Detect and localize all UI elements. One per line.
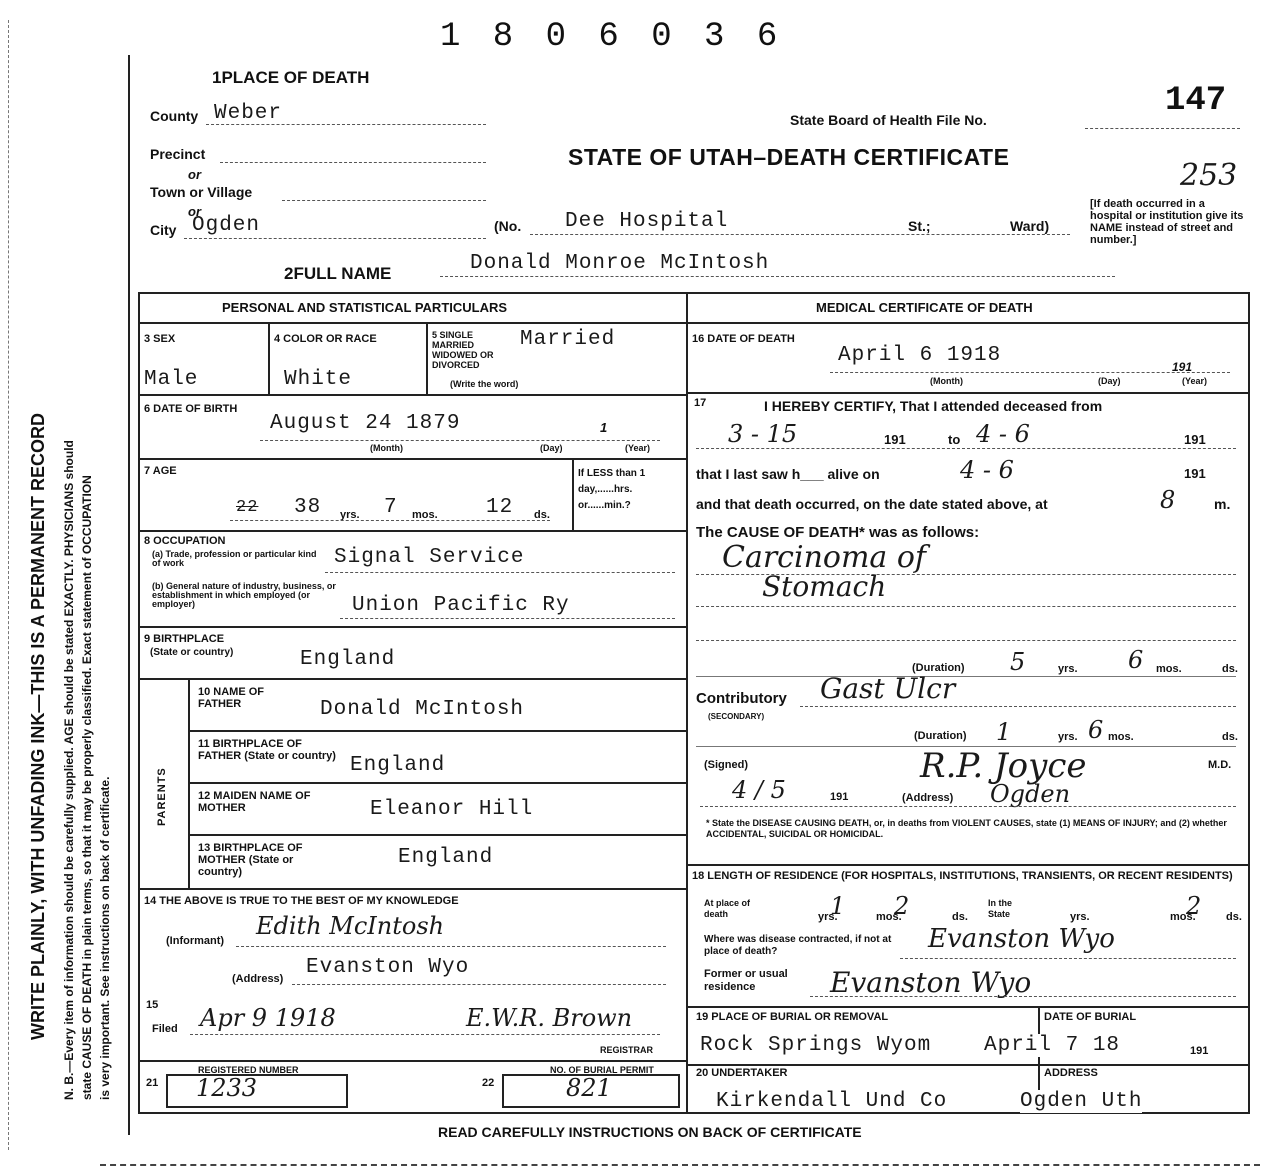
age-mos-label: mos. [412, 509, 438, 521]
residence-months: 2 [894, 892, 910, 920]
grid-row-bp [138, 678, 686, 680]
city-label: City [150, 222, 177, 238]
dob-line [260, 440, 660, 441]
mother-birthplace-label: 13 BIRTHPLACE OF MOTHER (State or country) [198, 842, 303, 878]
signed-year: 191 [830, 791, 849, 803]
sidebar-rule [128, 55, 130, 1135]
signed-line [700, 806, 1236, 807]
duration-2-years: 1 [996, 718, 1012, 746]
dob-year-value: 1 [600, 420, 608, 435]
burial-place-value: Rock Springs Wyom [700, 1034, 932, 1057]
or-2: or [188, 204, 201, 219]
former-line [810, 996, 1236, 997]
burial-place-label: 19 PLACE OF BURIAL OR REMOVAL [696, 1011, 889, 1023]
burial-permit-prefix: 22 [482, 1077, 495, 1089]
place-of-death-heading: 1PLACE OF DEATH [212, 68, 370, 87]
signed-date: 4 / 5 [732, 776, 786, 804]
grid-row-father-bp [188, 782, 686, 784]
footer-dash [100, 1164, 1260, 1166]
duration-2-months: 6 [1088, 716, 1104, 744]
dob-year-label: (Year) [625, 443, 651, 453]
filed-label: Filed [152, 1023, 178, 1035]
burial-year-print: 191 [1190, 1045, 1209, 1057]
residence-yrs-label: yrs. [818, 911, 838, 923]
residence-mos-label: mos. [876, 911, 902, 923]
sex-label: 3 SEX [144, 333, 176, 345]
undertaker-label: 20 UNDERTAKER [696, 1067, 788, 1079]
occupation-label: 8 OCCUPATION [144, 535, 226, 547]
less-than-note: If LESS than 1 day,......hrs. or......min.? [578, 468, 646, 511]
occupation-a-line [325, 572, 675, 573]
grid-row-death-date [686, 392, 1248, 394]
contributory-label: Contributory [696, 690, 787, 707]
duration-2-yrs-label: yrs. [1058, 731, 1078, 743]
cause-line-c [696, 640, 1236, 641]
duration-1-rule [696, 676, 1236, 677]
date-day-label: (Day) [1098, 376, 1121, 386]
full-name-line [440, 276, 1115, 277]
duration-1-years: 5 [1010, 648, 1026, 676]
occupation-a-label: (a) Trade, profession or particular kind of work [152, 549, 317, 568]
full-name-label: 2FULL NAME [284, 264, 392, 283]
residence-years: 1 [830, 892, 846, 920]
date-of-death-label: 16 DATE OF DEATH [692, 333, 795, 345]
occurred-text: and that death occurred, on the date stated above, at [696, 496, 1048, 512]
contracted-label: Where was disease contracted, if not at place of death? [704, 934, 892, 957]
burial-permit-label: NO. OF BURIAL PERMIT [550, 1065, 654, 1075]
duration-1-months: 6 [1128, 646, 1144, 674]
item-17: 17 [694, 397, 707, 409]
grid-row-medical-end [686, 864, 1248, 866]
former-residence-value: Evanston Wyo [830, 966, 1032, 999]
sex-value: Male [144, 368, 199, 391]
birthplace-label: 9 BIRTHPLACE [144, 633, 225, 645]
attend-to-year: 191 [1184, 432, 1206, 447]
serial-number: 1 8 0 6 0 3 6 [440, 18, 784, 56]
hospital-note: [If death occurred in a hospital or institution give its NAME instead of street and number.] [1090, 198, 1244, 246]
duration-label-1: (Duration) [912, 662, 965, 674]
grid-age-col [572, 458, 574, 530]
cause-line-1: Carcinoma of [722, 540, 926, 575]
grid-row-sex [138, 394, 686, 396]
burial-permit-value: 821 [566, 1074, 612, 1102]
cause-footnote: * State the DISEASE CAUSING DEATH, or, in deaths from VIOLENT CAUSES, state (1) MEANS OF INJURY; and (2) whether ACCIDENTAL, SUICIDAL OR HOMICIDAL. [706, 818, 1227, 839]
grid-row-occ [138, 626, 686, 628]
dob-month-label: (Month) [370, 443, 403, 453]
age-days: 12 [486, 496, 514, 519]
registrar-label: REGISTRAR [600, 1045, 654, 1055]
contracted-line [900, 958, 1236, 959]
informant-address-value: Evanston Wyo [306, 956, 470, 979]
birthplace-value: England [300, 648, 396, 671]
precinct-line [220, 162, 486, 163]
cause-line-a [696, 574, 1236, 575]
physician-signature: R.P. Joyce [920, 746, 1087, 786]
attend-to-label: to [948, 432, 961, 447]
grid-right [1248, 292, 1250, 1112]
informant-signature: Edith McIntosh [256, 912, 445, 940]
father-name-label: 10 NAME OF FATHER [198, 686, 265, 710]
duration-2-mos-label: mos. [1108, 731, 1134, 743]
dob-value: August 24 1879 [270, 412, 461, 435]
date-of-death-value: April 6 1918 [838, 344, 1002, 367]
occurred-m-label: m. [1214, 496, 1231, 512]
parents-side-label: PARENTS [156, 767, 168, 826]
registered-number-prefix: 21 [146, 1077, 159, 1089]
street-no-label: (No. [494, 218, 522, 234]
undertaker-value: Kirkendall Und Co [716, 1090, 948, 1113]
state-months: 2 [1186, 892, 1202, 920]
certify-text: I HEREBY CERTIFY, That I attended deceased from [764, 398, 1103, 414]
marital-label: 5 SINGLE MARRIED WIDOWED OR DIVORCED [432, 330, 494, 370]
grid-row-father [188, 730, 686, 732]
date-month-label: (Month) [930, 376, 963, 386]
age-ds-label: ds. [534, 509, 550, 521]
state-file-number: 147 [1165, 82, 1227, 120]
in-state-label: In the State [988, 898, 1012, 919]
sidebar-rule-2 [8, 20, 9, 1150]
at-place-label: At place of death [704, 898, 751, 919]
contracted-value: Evanston Wyo [928, 924, 1115, 954]
last-saw-date: 4 - 6 [960, 456, 1014, 484]
former-residence-label: Former or usual residence [704, 968, 788, 993]
duration-2-ds-label: ds. [1222, 731, 1238, 743]
or-1: or [188, 167, 201, 182]
filed-number: 15 [146, 999, 159, 1011]
footer-instructions: READ CAREFULLY INSTRUCTIONS ON BACK OF CERTIFICATE [438, 1124, 862, 1140]
grid-row-burial-end [686, 1064, 1248, 1066]
cause-line-2: Stomach [762, 570, 887, 603]
residence-ds-label: ds. [952, 911, 968, 923]
physician-address-label: (Address) [902, 792, 954, 804]
instructions-line-3: is very important. See instructions on back of certificate. [98, 776, 112, 1100]
color-label: 4 COLOR OR RACE [274, 333, 377, 345]
age-months: 7 [384, 496, 398, 519]
informant-label: (Informant) [166, 935, 225, 947]
marital-value: Married [520, 328, 616, 351]
undertaker-address-value: Ogden Uth [1020, 1090, 1143, 1113]
grid-row-parents-end [138, 888, 686, 890]
handwritten-253: 253 [1180, 158, 1238, 193]
age-years: 38 [294, 496, 322, 519]
dob-day-label: (Day) [540, 443, 563, 453]
birthplace-sub: (State or country) [150, 647, 234, 658]
date-of-death-line [830, 372, 1230, 373]
ward-label: Ward) [1010, 218, 1050, 234]
age-prefix: 22 [236, 498, 259, 517]
state-yrs-label: yrs. [1070, 911, 1090, 923]
state-ds-label: ds. [1226, 911, 1242, 923]
marital-write: (Write the word) [450, 379, 519, 389]
street-line [530, 234, 1070, 235]
precinct-label: Precinct [150, 146, 206, 162]
secondary-label: (SECONDARY) [708, 712, 765, 721]
father-birthplace-value: England [350, 754, 446, 777]
burial-date-value: April 7 18 [984, 1034, 1121, 1057]
town-line [282, 200, 486, 201]
duration-1-mos-label: mos. [1156, 663, 1182, 675]
md-label: M.D. [1208, 759, 1232, 771]
full-name-value: Donald Monroe McIntosh [470, 252, 770, 275]
grid-sex-col [268, 322, 270, 394]
contributory-line [800, 706, 1236, 707]
filed-line [190, 1034, 660, 1035]
cause-label: The CAUSE OF DEATH* was as follows: [696, 524, 980, 541]
grid-row-mother [188, 834, 686, 836]
certificate-title: STATE OF UTAH–DEATH CERTIFICATE [568, 144, 1010, 170]
grid-left [138, 292, 140, 1112]
age-yrs-label: yrs. [340, 509, 360, 521]
county-label: County [150, 108, 199, 124]
permanent-record-notice: WRITE PLAINLY, WITH UNFADING INK—THIS IS A PERMANENT RECORD [28, 412, 48, 1040]
medical-heading: MEDICAL CERTIFICATE OF DEATH [816, 300, 1033, 315]
attend-line [696, 448, 1236, 449]
informant-heading: 14 THE ABOVE IS TRUE TO THE BEST OF MY KNOWLEDGE [144, 895, 459, 907]
attend-from-value: 3 - 15 [728, 420, 798, 448]
undertaker-address-label: ADDRESS [1044, 1067, 1098, 1079]
state-mos-label: mos. [1170, 911, 1196, 923]
last-saw-text: that I last saw h___ alive on [696, 466, 880, 482]
city-line [184, 238, 486, 239]
contributory-value: Gast Ulcr [820, 672, 956, 705]
mother-name-value: Eleanor Hill [370, 798, 534, 821]
registered-number-label: REGISTERED NUMBER [198, 1065, 299, 1075]
residence-label: 18 LENGTH OF RESIDENCE (FOR HOSPITALS, INSTITUTIONS, TRANSIENTS, OR RECENT RESIDENTS) [692, 870, 1233, 882]
grid-row-filed [138, 1060, 686, 1062]
grid-middle [686, 292, 688, 1112]
grid-row-heading-left [138, 322, 686, 324]
date-of-death-year-print: 191 [1172, 360, 1193, 374]
grid-row-heading-right [686, 322, 1250, 324]
street-value: Dee Hospital [565, 210, 729, 233]
informant-address-label: (Address) [232, 973, 284, 985]
age-line [230, 520, 550, 521]
occupation-b-line [340, 618, 675, 619]
registrar-signature: E.W.R. Brown [466, 1004, 633, 1032]
grid-row-age [138, 530, 686, 532]
occupation-a-value: Signal Service [334, 546, 525, 569]
duration-1-ds-label: ds. [1222, 663, 1238, 675]
filed-date: Apr 9 1918 [200, 1004, 336, 1032]
signed-label: (Signed) [704, 759, 748, 771]
county-value: Weber [214, 102, 283, 125]
grid-row-dob [138, 458, 686, 460]
state-file-line [1085, 128, 1240, 129]
instructions-line-2: state CAUSE OF DEATH in plain terms, so that it may be properly classified. Exact statement of OCCUPATION [80, 475, 94, 1100]
last-saw-year: 191 [1184, 466, 1206, 481]
cause-line-b [696, 606, 1236, 607]
city-value: Ogden [192, 214, 261, 237]
instructions-line-1: N. B.—Every item of information should be carefully supplied. AGE should be stated EXACTLY. PHYSICIANS should [62, 440, 76, 1100]
registered-number-value: 1233 [196, 1074, 258, 1102]
father-birthplace-label: 11 BIRTHPLACE OF FATHER (State or country) [198, 738, 336, 762]
attend-to-value: 4 - 6 [976, 420, 1030, 448]
date-year-label: (Year) [1182, 376, 1208, 386]
state-file-label: State Board of Health File No. [790, 112, 987, 128]
grid-top [138, 292, 1250, 294]
mother-name-label: 12 MAIDEN NAME OF MOTHER [198, 790, 311, 814]
st-label: St.; [908, 218, 931, 234]
occurred-time: 8 [1160, 486, 1176, 514]
burial-date-label: DATE OF BURIAL [1044, 1011, 1137, 1023]
attend-from-year: 191 [884, 432, 906, 447]
county-line [206, 124, 486, 125]
informant-address-line [292, 984, 666, 985]
grid-color-col [426, 322, 428, 394]
duration-label-2: (Duration) [914, 730, 967, 742]
age-label: 7 AGE [144, 465, 177, 477]
town-label: Town or Village [150, 184, 253, 200]
personal-heading: PERSONAL AND STATISTICAL PARTICULARS [222, 300, 508, 315]
father-name-value: Donald McIntosh [320, 698, 525, 721]
mother-birthplace-value: England [398, 846, 494, 869]
informant-line [236, 946, 666, 947]
dob-label: 6 DATE OF BIRTH [144, 403, 238, 415]
occupation-b-value: Union Pacific Ry [352, 594, 570, 617]
occupation-b-label: (b) General nature of industry, business, or establishment in which employed (or employer) [152, 581, 336, 609]
grid-row-residence-end [686, 1006, 1248, 1008]
duration-1-yrs-label: yrs. [1058, 663, 1078, 675]
color-value: White [284, 368, 353, 391]
physician-address: Ogden [990, 780, 1071, 808]
